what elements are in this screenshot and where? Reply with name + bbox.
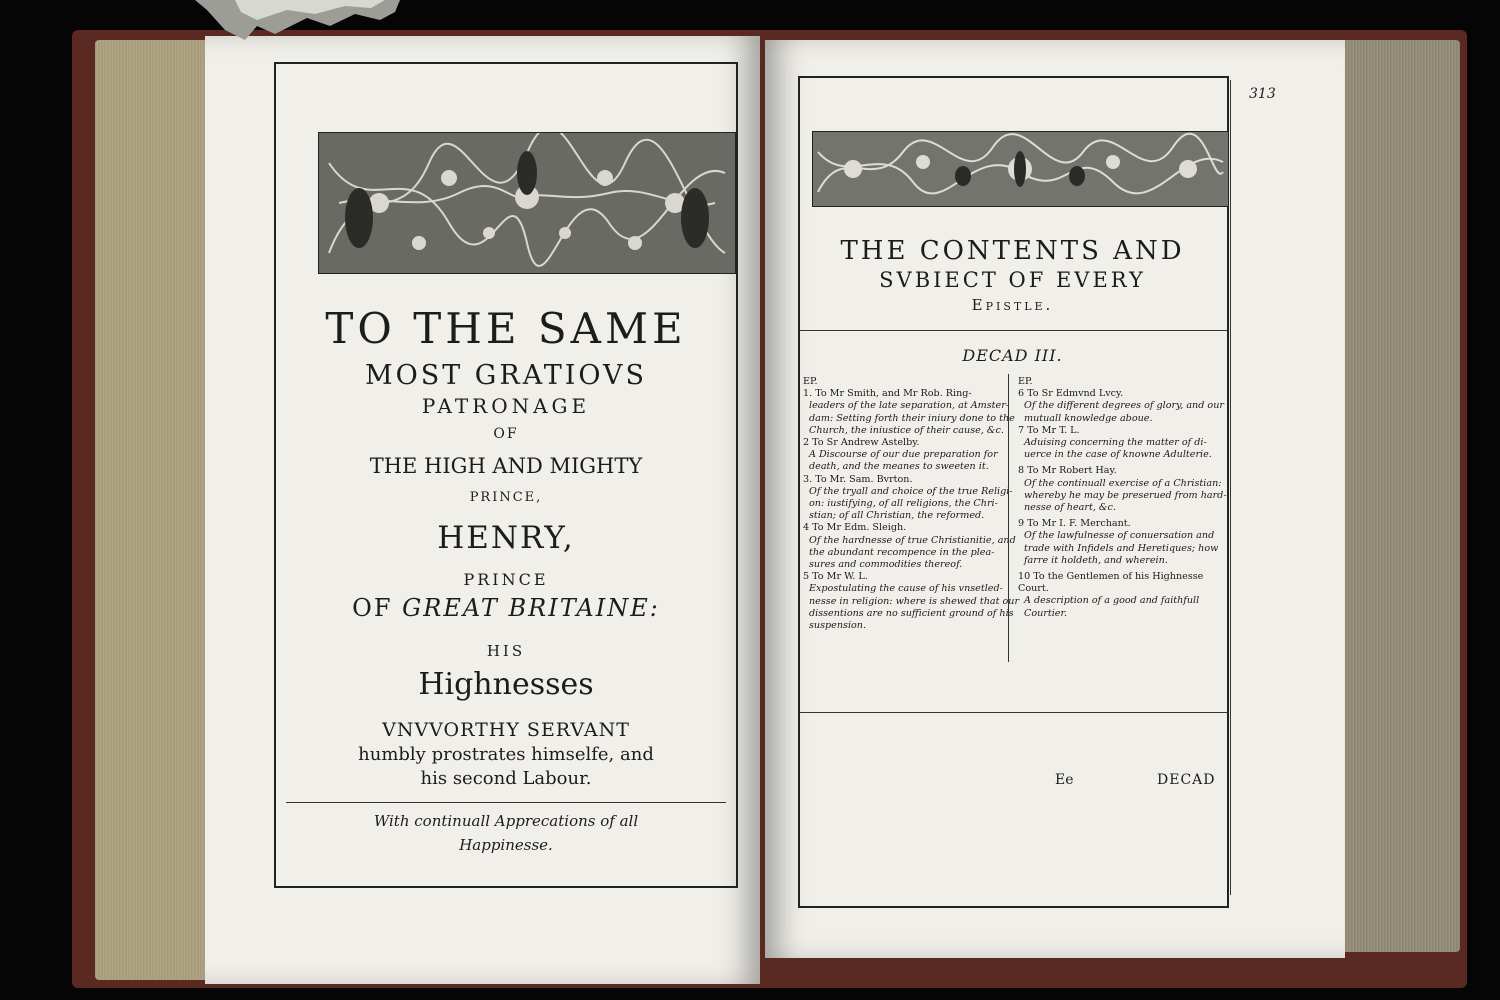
title-subiect: SVBIECT OF EVERY bbox=[879, 268, 1146, 292]
contents-line: whereby he may be preserued from hard- bbox=[1024, 489, 1227, 501]
contents-line: 2 To Sr Andrew Astelby. bbox=[803, 437, 920, 449]
contents-line: Of the different degrees of glory, and our bbox=[1024, 400, 1224, 412]
left-page-border bbox=[274, 62, 738, 888]
heading-to-the-same: TO THE SAME bbox=[325, 304, 687, 353]
contents-line: Of the lawfulnesse of conuersation and bbox=[1024, 530, 1215, 542]
left-page-edges bbox=[95, 40, 210, 980]
title-contents: THE CONTENTS AND bbox=[840, 236, 1185, 266]
line-of-great-britaine bbox=[276, 594, 736, 622]
contents-line: 10 To the Gentlemen of his Highnesse bbox=[1018, 571, 1204, 583]
title-epistle: Epistle. bbox=[971, 296, 1054, 314]
contents-line: 1. To Mr Smith, and Mr Rob. Ring- bbox=[803, 388, 972, 400]
line-unworthy-servant: VNVVORTHY SERVANT bbox=[382, 719, 630, 741]
signature-mark: Ee bbox=[1055, 772, 1074, 788]
contents-line: 7 To Mr T. L. bbox=[1018, 424, 1080, 436]
contents-line: 4 To Mr Edm. Sleigh. bbox=[803, 522, 907, 534]
contents-line: 3. To Mr. Sam. Bvrton. bbox=[803, 473, 913, 485]
page-number: 313 bbox=[1249, 86, 1276, 102]
line-patronage: PATRONAGE bbox=[421, 394, 591, 418]
contents-line: A description of a good and faithfull bbox=[1024, 595, 1200, 607]
contents-line: dissentions are no sufficient ground of his bbox=[809, 607, 1014, 619]
contents-line: 8 To Mr Robert Hay. bbox=[1018, 465, 1117, 477]
right-page-edges bbox=[1330, 40, 1460, 952]
contents-line: Church, the iniustice of their cause, &c. bbox=[809, 424, 1004, 436]
left-page-rule bbox=[286, 802, 726, 803]
contents-line: farre it holdeth, and wherein. bbox=[1024, 554, 1168, 566]
of-text: OF bbox=[352, 594, 403, 622]
contents-line: 6 To Sr Edmvnd Lvcy. bbox=[1018, 388, 1124, 400]
contents-line: sures and commodities thereof. bbox=[809, 559, 963, 571]
scroll-headpiece-ornament bbox=[812, 131, 1229, 207]
contents-line: dam: Setting forth their iniury done to the bbox=[809, 412, 1015, 424]
decade-heading: DECAD III. bbox=[962, 346, 1063, 365]
floral-headpiece-ornament bbox=[318, 132, 736, 274]
column-divider bbox=[1008, 374, 1009, 662]
contents-left-column bbox=[803, 376, 1020, 632]
contents-line: Of the tryall and choice of the true Religi- bbox=[809, 485, 1013, 497]
name-henry: HENRY, bbox=[437, 520, 575, 556]
contents-line: suspension. bbox=[809, 620, 867, 632]
contents-line: Expostulating the cause of his vnsetled- bbox=[809, 583, 1003, 595]
contents-line: on: iustifying, of all religions, the Chri- bbox=[809, 498, 998, 510]
contents-line: mutuall knowledge aboue. bbox=[1024, 412, 1153, 424]
line-prince: PRINCE, bbox=[469, 490, 543, 505]
line-apprecations: With continuall Apprecations of all bbox=[373, 812, 639, 830]
catchword: DECAD bbox=[1157, 772, 1216, 788]
contents-line: nesse in religion: where is shewed that our bbox=[809, 595, 1020, 607]
line-happinesse: Happinesse. bbox=[459, 836, 553, 854]
contents-line: Court. bbox=[1018, 583, 1049, 595]
bottom-rule bbox=[800, 712, 1228, 713]
line-humbly-prostrates: humbly prostrates himselfe, and bbox=[358, 744, 654, 765]
heading-most-gratious: MOST GRATIOVS bbox=[364, 360, 648, 391]
contents-line: uerce in the case of knowne Adulterie. bbox=[1024, 449, 1212, 461]
line-second-labour: his second Labour. bbox=[420, 768, 592, 789]
title-rule bbox=[800, 330, 1228, 331]
contents-line: leaders of the late separation, at Amster- bbox=[809, 400, 1010, 412]
contents-line: A Discourse of our due preparation for bbox=[809, 449, 998, 461]
contents-line: stian; of all Christian, the reformed. bbox=[809, 510, 985, 522]
great-britaine-text: GREAT BRITAINE: bbox=[402, 594, 660, 622]
contents-line: Of the hardnesse of true Christianitie, and bbox=[809, 534, 1016, 546]
contents-line: EP. bbox=[803, 376, 818, 387]
contents-line: the abundant recompence in the plea- bbox=[809, 546, 995, 558]
line-his: HIS bbox=[486, 642, 526, 660]
contents-line: death, and the meanes to sweeten it. bbox=[809, 461, 989, 473]
contents-line: trade with Infidels and Heretiques; how bbox=[1024, 542, 1219, 554]
right-page bbox=[765, 40, 1345, 958]
contents-line: Courtier. bbox=[1024, 607, 1068, 619]
contents-right-column bbox=[1018, 376, 1227, 620]
metal-clasp bbox=[195, 0, 400, 48]
contents-line: Aduising concerning the matter of di- bbox=[1024, 437, 1207, 449]
contents-line: nesse of heart, &c. bbox=[1024, 502, 1116, 514]
contents-line: 5 To Mr W. L. bbox=[803, 571, 868, 583]
line-high-and-mighty: THE HIGH AND MIGHTY bbox=[369, 454, 643, 478]
line-prince-2: PRINCE bbox=[463, 570, 549, 589]
line-highnesses: Highnesses bbox=[418, 667, 594, 702]
contents-line: EP. bbox=[1018, 376, 1033, 387]
left-page bbox=[205, 36, 760, 984]
contents-line: 9 To Mr I. F. Merchant. bbox=[1018, 518, 1131, 530]
right-margin-rule bbox=[1230, 80, 1231, 895]
line-of: OF bbox=[493, 426, 519, 442]
contents-line: Of the continuall exercise of a Christian: bbox=[1024, 477, 1222, 489]
